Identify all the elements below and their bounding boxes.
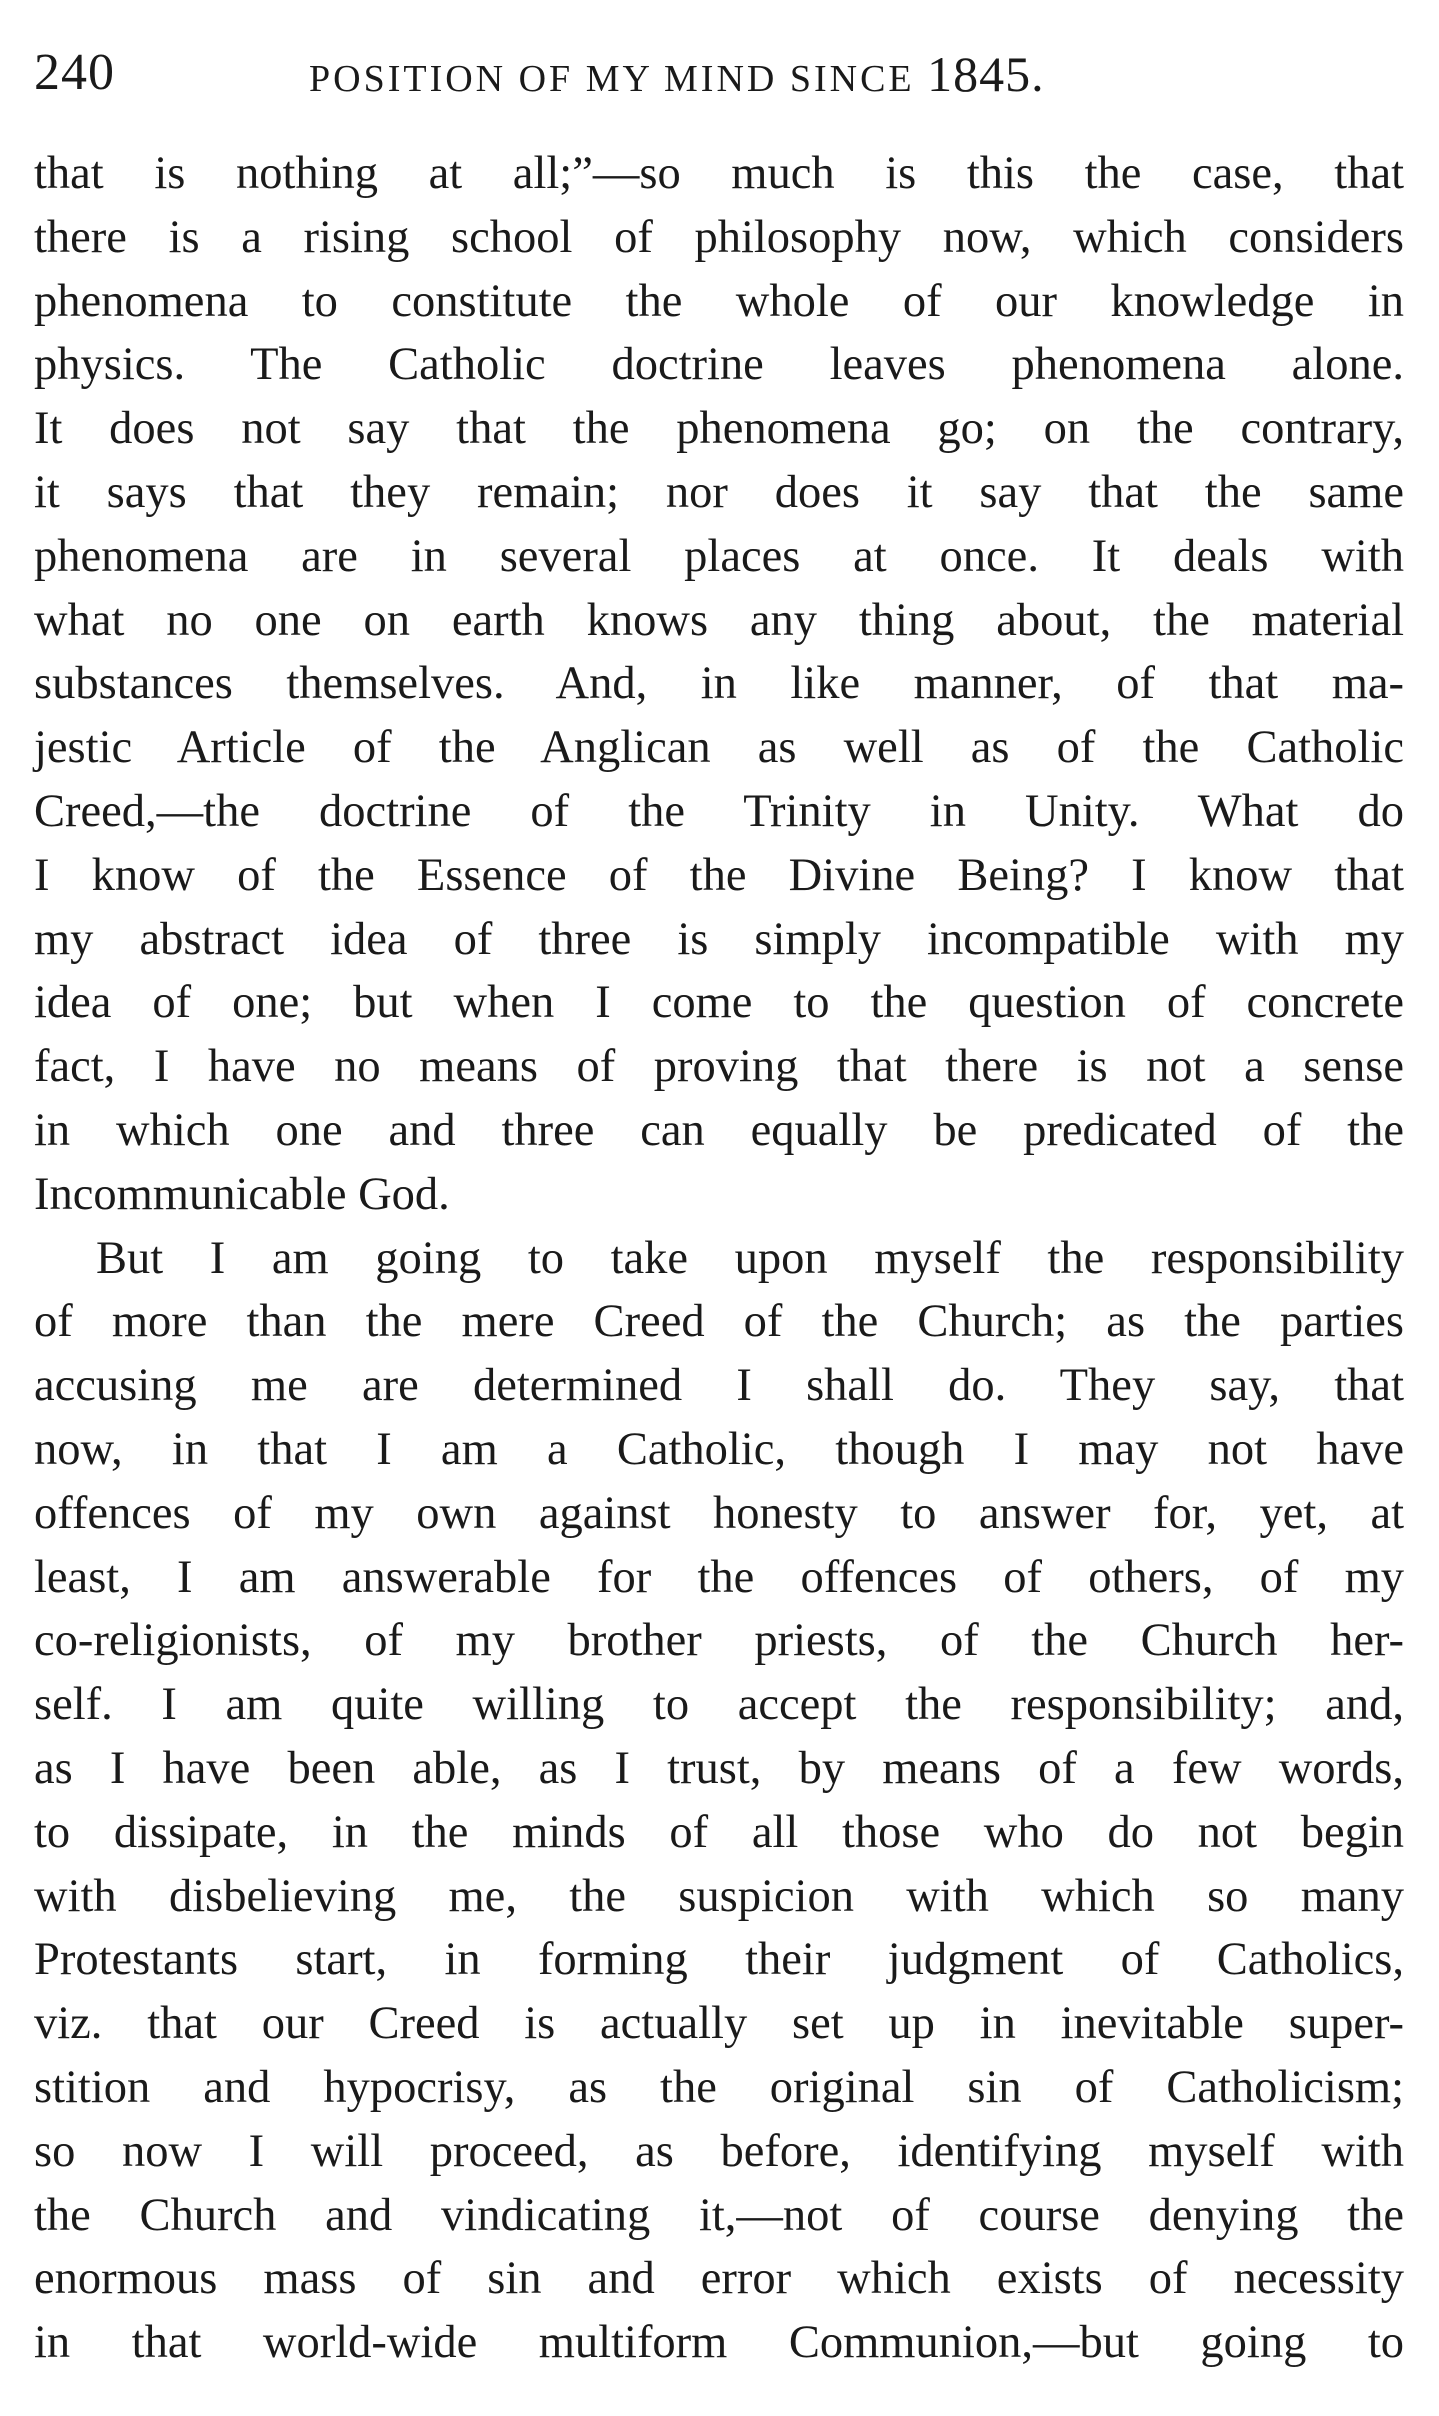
text-line: there is a rising school of philosophy now, which considers bbox=[34, 211, 1404, 263]
text-line: now, in that I am a Catholic, though I may not have bbox=[34, 1423, 1404, 1475]
text-line: it says that they remain; nor does it say that the same bbox=[34, 466, 1404, 518]
text-line: phenomena to constitute the whole of our knowledge in bbox=[34, 275, 1404, 327]
text-line: what no one on earth knows any thing about, the material bbox=[34, 594, 1404, 646]
text-line: with disbelieving me, the suspicion with which so many bbox=[34, 1870, 1404, 1922]
running-title-text: POSITION OF MY MIND SINCE bbox=[309, 58, 915, 100]
text-line: physics. The Catholic doctrine leaves phenomena alone. bbox=[34, 339, 1404, 391]
text-line: stition and hypocrisy, as the original sin of Catholicism; bbox=[34, 2061, 1404, 2113]
text-line: that is nothing at all;”—so much is this the case, that bbox=[34, 148, 1404, 199]
text-line: substances themselves. And, in like manner, of that ma- bbox=[34, 658, 1404, 710]
text-line: to dissipate, in the minds of all those who do not begin bbox=[34, 1806, 1404, 1858]
text-line: phenomena are in several places at once. It deals with bbox=[34, 530, 1404, 582]
text-line: the Church and vindicating it,—not of course denying the bbox=[34, 2189, 1404, 2241]
paragraph-start-line: But I am going to take upon myself the responsibility bbox=[96, 1232, 1404, 1284]
text-line: Protestants start, in forming their judgment of Catholics, bbox=[34, 1934, 1404, 1986]
text-line: so now I will proceed, as before, identifying myself with bbox=[34, 2125, 1404, 2177]
running-head bbox=[34, 38, 1404, 108]
text-line: fact, I have no means of proving that there is not a sense bbox=[34, 1041, 1404, 1093]
running-title-year: 1845. bbox=[927, 46, 1045, 102]
text-line: of more than the mere Creed of the Church; as the parties bbox=[34, 1296, 1404, 1348]
text-line: Creed,—the doctrine of the Trinity in Unity. What do bbox=[34, 785, 1404, 837]
text-line: accusing me are determined I shall do. They say, that bbox=[34, 1360, 1404, 1412]
text-line: offences of my own against honesty to answer for, yet, at bbox=[34, 1487, 1404, 1539]
text-line: viz. that our Creed is actually set up in inevitable super- bbox=[34, 1998, 1404, 2050]
text-line: It does not say that the phenomena go; on the contrary, bbox=[34, 403, 1404, 455]
body-text bbox=[34, 142, 1404, 2375]
text-line: in that world-wide multiform Communion,—but going to bbox=[34, 2317, 1404, 2369]
text-line: enormous mass of sin and error which exists of necessity bbox=[34, 2253, 1404, 2305]
text-line: self. I am quite willing to accept the responsibility; and, bbox=[34, 1679, 1404, 1731]
text-line: in which one and three can equally be predicated of the bbox=[34, 1104, 1404, 1156]
text-line: co-religionists, of my brother priests, of the Church her- bbox=[34, 1615, 1404, 1667]
text-line: I know of the Essence of the Divine Being? I know that bbox=[34, 849, 1404, 901]
text-line: least, I am answerable for the offences of others, of my bbox=[34, 1551, 1404, 1603]
page-number: 240 bbox=[34, 44, 115, 101]
running-title bbox=[309, 38, 1045, 115]
text-line: my abstract idea of three is simply incompatible with my bbox=[34, 913, 1404, 965]
text-line: jestic Article of the Anglican as well as of the Catholic bbox=[34, 722, 1404, 774]
text-line: idea of one; but when I come to the question of concrete bbox=[34, 977, 1404, 1029]
text-line: as I have been able, as I trust, by means of a few words, bbox=[34, 1742, 1404, 1794]
paragraph-end-line: Incommunicable God. bbox=[34, 1168, 450, 1220]
